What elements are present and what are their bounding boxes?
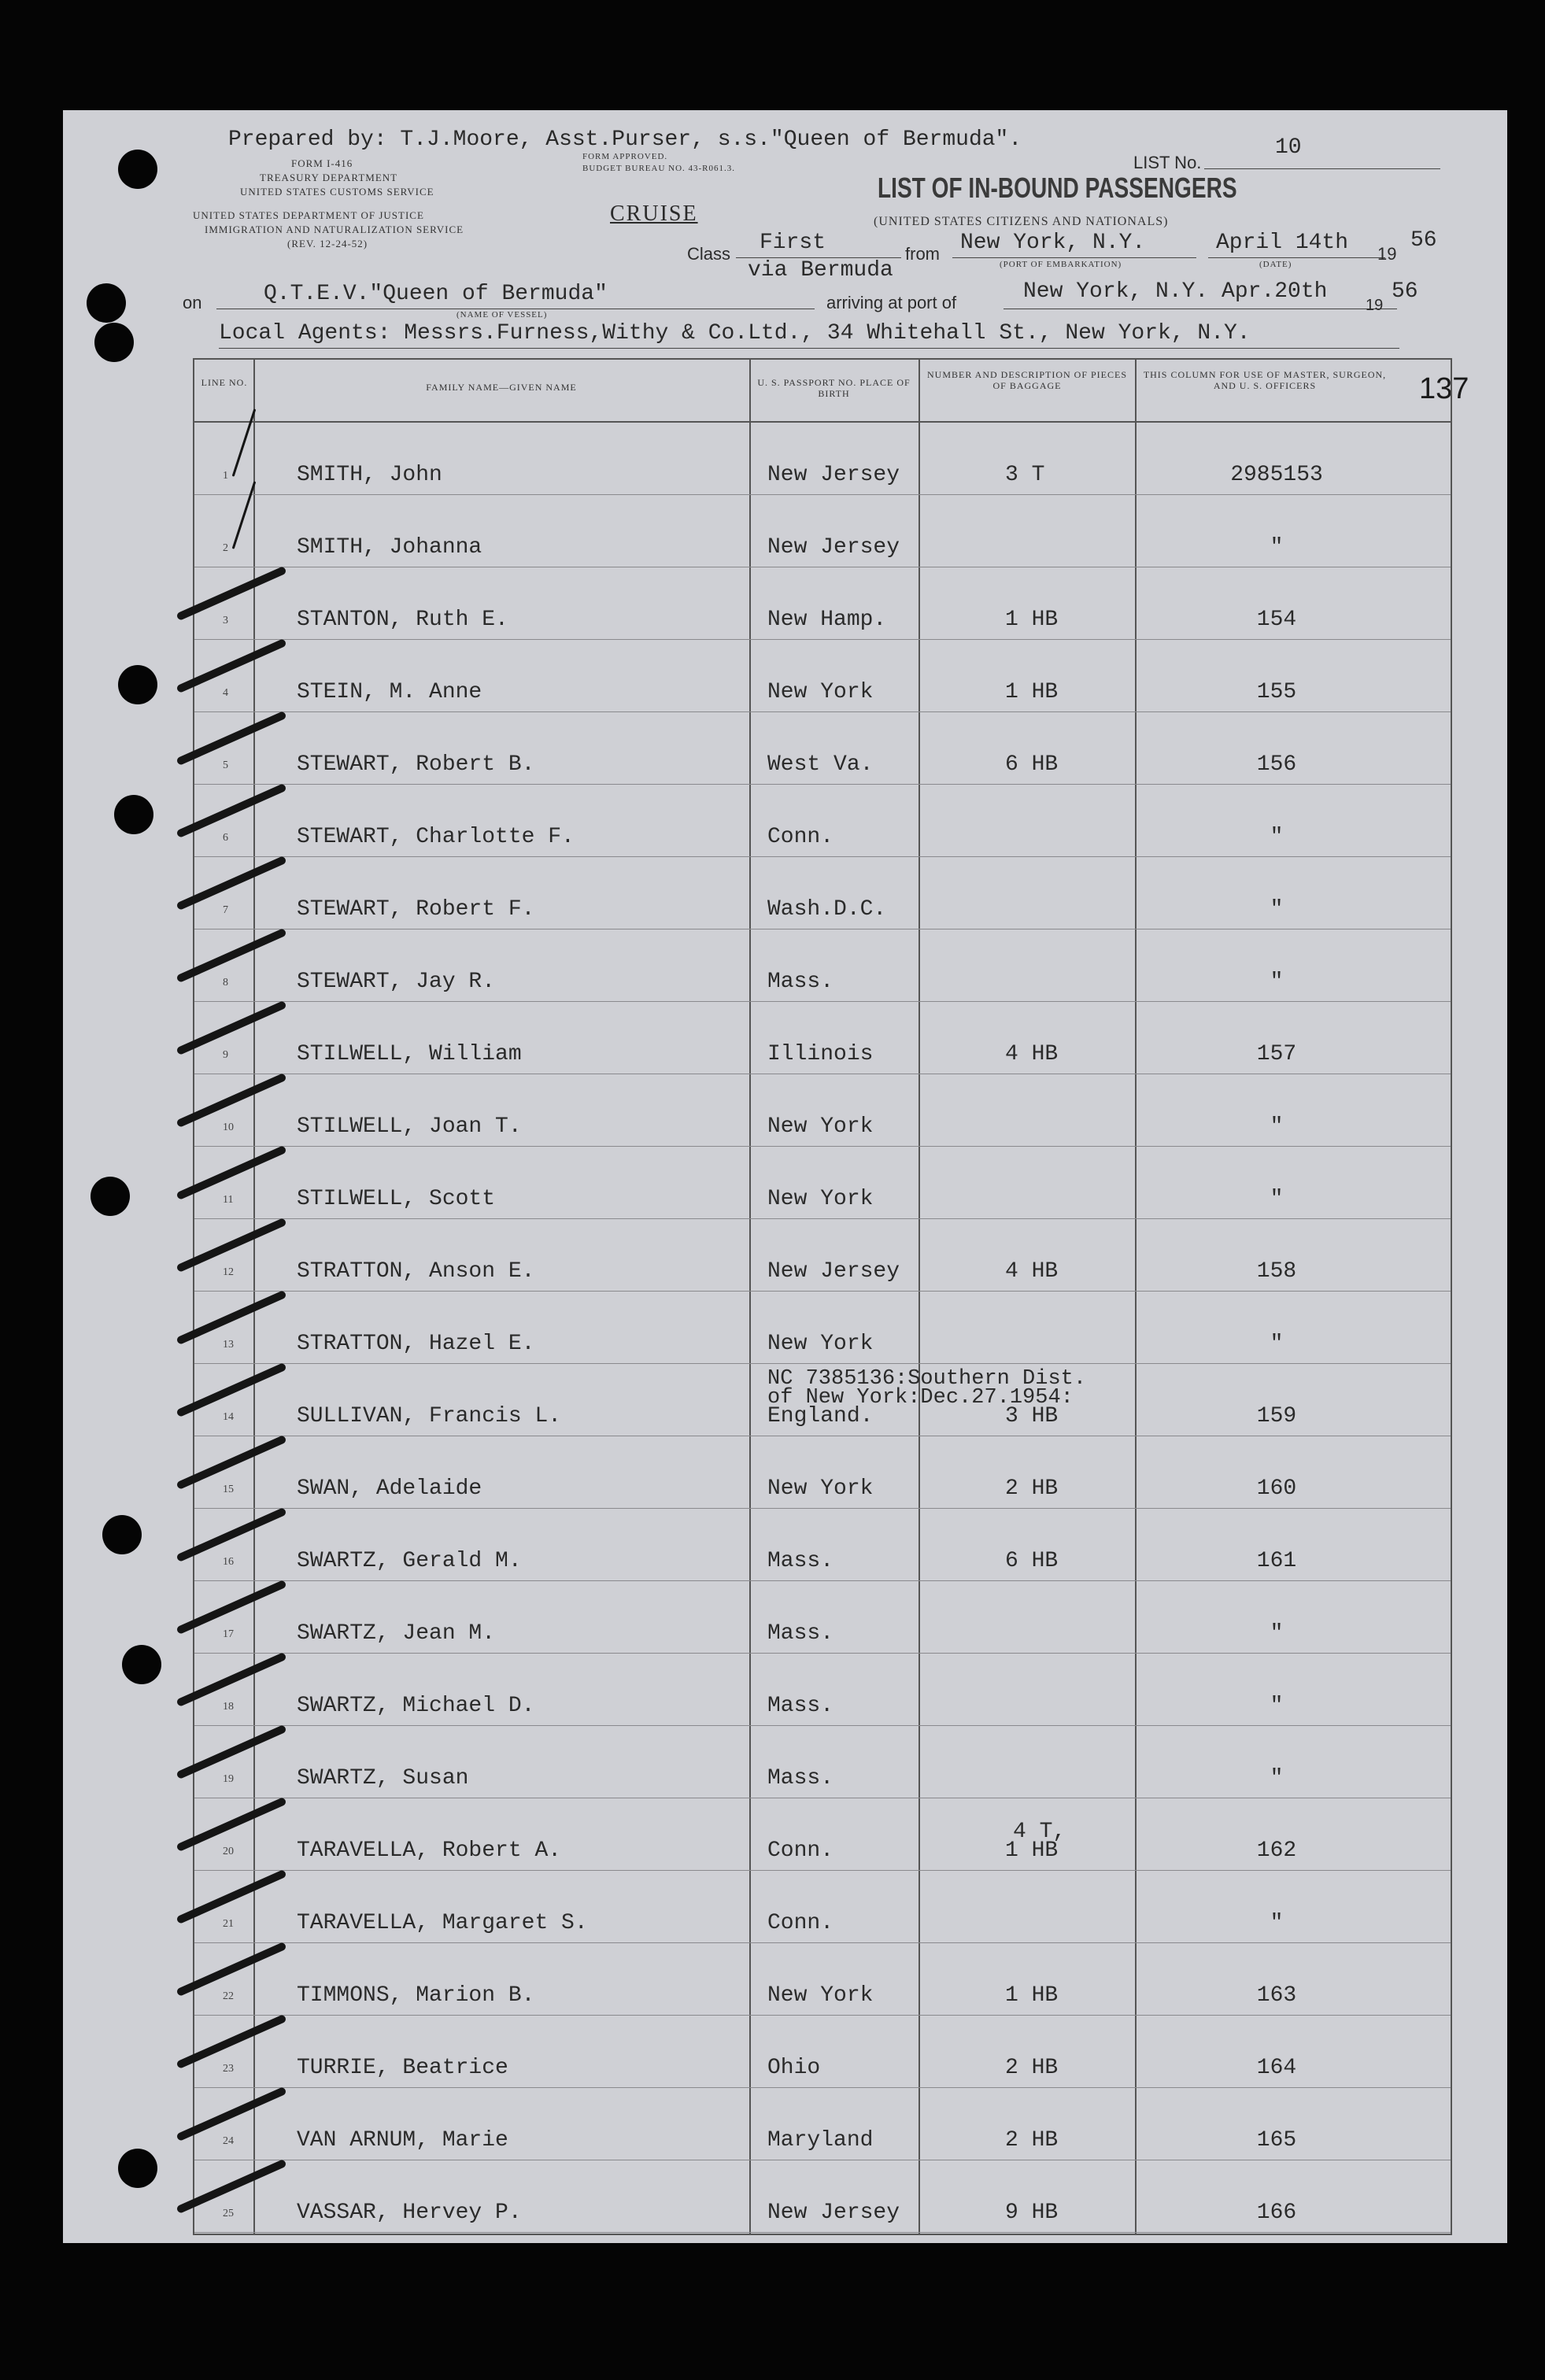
officer-entry: 157 bbox=[1256, 1042, 1297, 1066]
baggage-count: 2 HB bbox=[1005, 2056, 1059, 2080]
punch-hole bbox=[94, 323, 134, 362]
table-row bbox=[194, 640, 1451, 712]
line-number: 1 bbox=[223, 470, 228, 482]
officer-entry: " bbox=[1270, 970, 1284, 994]
baggage-count: 4 HB bbox=[1005, 1259, 1059, 1284]
passenger-name: STANTON, Ruth E. bbox=[297, 608, 508, 632]
place-of-birth: Mass. bbox=[767, 1766, 834, 1791]
department-of-justice: UNITED STATES DEPARTMENT OF JUSTICE bbox=[193, 209, 424, 221]
place-of-birth: Mass. bbox=[767, 1549, 834, 1573]
place-of-birth: Ohio bbox=[767, 2056, 821, 2080]
check-mark bbox=[176, 1000, 286, 1055]
check-mark bbox=[176, 1435, 286, 1490]
from-underline bbox=[952, 257, 1196, 258]
table-row bbox=[194, 2088, 1451, 2160]
passenger-name: SWAN, Adelaide bbox=[297, 1476, 482, 1501]
line-number: 24 bbox=[223, 2135, 234, 2147]
table-row bbox=[194, 423, 1451, 495]
punch-hole bbox=[91, 1177, 130, 1216]
line-number: 17 bbox=[223, 1628, 234, 1640]
officer-entry: 161 bbox=[1256, 1549, 1297, 1573]
budget-bureau: BUDGET BUREAU NO. 43-R061.3. bbox=[582, 164, 736, 173]
officer-entry: " bbox=[1270, 535, 1284, 560]
list-title: LIST OF IN-BOUND PASSENGERS bbox=[878, 172, 1237, 204]
table-row bbox=[194, 1798, 1451, 1871]
officer-entry: 164 bbox=[1256, 2056, 1297, 2080]
table-row bbox=[194, 712, 1451, 785]
table-row bbox=[194, 857, 1451, 929]
table-row bbox=[194, 1654, 1451, 1726]
check-mark bbox=[176, 1145, 286, 1200]
place-of-birth: Mass. bbox=[767, 970, 834, 994]
port-caption: (PORT OF EMBARKATION) bbox=[1000, 260, 1122, 269]
check-mark bbox=[176, 1507, 286, 1562]
table-row bbox=[194, 1436, 1451, 1509]
passenger-name: VAN ARNUM, Marie bbox=[297, 2128, 508, 2153]
list-no-underline bbox=[1204, 168, 1440, 169]
check-mark bbox=[176, 1797, 286, 1852]
line-number: 15 bbox=[223, 1484, 234, 1495]
passport-note: NC 7385136:Southern Dist. bbox=[767, 1367, 1087, 1391]
passenger-name: SWARTZ, Michael D. bbox=[297, 1694, 535, 1718]
check-mark bbox=[176, 1652, 286, 1707]
passenger-name: TARAVELLA, Robert A. bbox=[297, 1839, 562, 1863]
officer-entry: " bbox=[1270, 1911, 1284, 1935]
baggage-count: 1 HB bbox=[1005, 608, 1059, 632]
line-number: 5 bbox=[223, 759, 228, 771]
line-number: 3 bbox=[223, 615, 228, 626]
officer-entry: " bbox=[1270, 825, 1284, 849]
arrival-port: New York, N.Y. Apr.20th bbox=[1023, 279, 1328, 304]
check-mark bbox=[176, 928, 286, 983]
check-mark bbox=[176, 2086, 286, 2142]
year-prefix: 19 bbox=[1377, 244, 1397, 264]
table-row bbox=[194, 495, 1451, 567]
line-number: 16 bbox=[223, 1556, 234, 1568]
year-value: 56 bbox=[1410, 228, 1437, 253]
line-number: 20 bbox=[223, 1846, 234, 1857]
place-of-birth: West Va. bbox=[767, 752, 874, 777]
cruise-label: CRUISE bbox=[610, 201, 698, 226]
column-header-baggage: NUMBER AND DESCRIPTION OF PIECES OF BAGGAGE bbox=[926, 369, 1128, 391]
table-row bbox=[194, 1002, 1451, 1074]
officer-entry: 2985153 bbox=[1230, 463, 1323, 487]
place-of-birth: Conn. bbox=[767, 1911, 834, 1935]
table-row bbox=[194, 1147, 1451, 1219]
place-of-birth: Wash.D.C. bbox=[767, 897, 887, 922]
officer-entry: " bbox=[1270, 1114, 1284, 1139]
line-number: 18 bbox=[223, 1701, 234, 1713]
from-label: from bbox=[905, 244, 940, 264]
officer-entry: 156 bbox=[1256, 752, 1297, 777]
passenger-name: STEWART, Jay R. bbox=[297, 970, 496, 994]
row-rule bbox=[194, 2232, 1451, 2233]
place-of-birth: New Jersey bbox=[767, 463, 900, 487]
table-row bbox=[194, 929, 1451, 1002]
passenger-name: TIMMONS, Marion B. bbox=[297, 1983, 535, 2008]
line-number: 22 bbox=[223, 1990, 234, 2002]
check-mark bbox=[176, 1218, 286, 1273]
passenger-name: STRATTON, Hazel E. bbox=[297, 1332, 535, 1356]
place-of-birth: Maryland bbox=[767, 2128, 874, 2153]
table-row bbox=[194, 2160, 1451, 2233]
arriving-label: arriving at port of bbox=[826, 293, 957, 312]
passenger-name: STRATTON, Anson E. bbox=[297, 1259, 535, 1284]
place-of-birth: New York bbox=[767, 1114, 874, 1139]
officer-entry: " bbox=[1270, 1621, 1284, 1646]
line-number: 10 bbox=[223, 1122, 234, 1133]
place-of-birth: Conn. bbox=[767, 1839, 834, 1863]
baggage-count: 3 T bbox=[1005, 463, 1045, 487]
check-mark bbox=[176, 1362, 286, 1417]
place-of-birth: New York bbox=[767, 1332, 874, 1356]
passenger-name: SWARTZ, Susan bbox=[297, 1766, 469, 1791]
officer-entry: 160 bbox=[1256, 1476, 1297, 1501]
on-label: on bbox=[183, 293, 202, 312]
place-of-birth: New York bbox=[767, 1476, 874, 1501]
check-mark bbox=[176, 783, 286, 838]
class-label: Class bbox=[687, 244, 731, 264]
officer-entry: " bbox=[1270, 1187, 1284, 1211]
passenger-name: SWARTZ, Jean M. bbox=[297, 1621, 496, 1646]
place-of-birth: New Jersey bbox=[767, 1259, 900, 1284]
page-number: 137 bbox=[1419, 372, 1469, 405]
line-number: 19 bbox=[223, 1773, 234, 1785]
baggage-count: 9 HB bbox=[1005, 2201, 1059, 2225]
vessel-caption: (NAME OF VESSEL) bbox=[456, 310, 548, 320]
column-header-officers: THIS COLUMN FOR USE OF MASTER, SURGEON, AND U. S. OFFICERS bbox=[1143, 369, 1387, 391]
passenger-name: STEWART, Robert F. bbox=[297, 897, 535, 922]
table-row bbox=[194, 2016, 1451, 2088]
passenger-name: TURRIE, Beatrice bbox=[297, 2056, 508, 2080]
line-number: 11 bbox=[223, 1194, 234, 1206]
place-of-birth: New Hamp. bbox=[767, 608, 887, 632]
embarkation-port: New York, N.Y. bbox=[960, 231, 1146, 255]
punch-hole bbox=[114, 795, 153, 834]
baggage-count: 4 HB bbox=[1005, 1042, 1059, 1066]
line-number: 9 bbox=[223, 1049, 228, 1061]
officer-entry: 155 bbox=[1256, 680, 1297, 704]
column-header-passport: U. S. PASSPORT NO. PLACE OF BIRTH bbox=[757, 377, 911, 399]
customs-service: UNITED STATES CUSTOMS SERVICE bbox=[240, 186, 434, 198]
place-of-birth: Conn. bbox=[767, 825, 834, 849]
arrival-year-prefix: 19 bbox=[1366, 297, 1384, 314]
baggage-count: 6 HB bbox=[1005, 1549, 1059, 1573]
table-row bbox=[194, 1726, 1451, 1798]
check-mark bbox=[176, 1290, 286, 1345]
list-no-label: LIST No. bbox=[1133, 153, 1202, 172]
list-number: 10 bbox=[1275, 135, 1302, 160]
place-of-birth: Illinois bbox=[767, 1042, 874, 1066]
passport-note: of New York:Dec.27.1954: bbox=[767, 1386, 1074, 1410]
line-number: 21 bbox=[223, 1918, 234, 1930]
table-row bbox=[194, 785, 1451, 857]
line-number: 2 bbox=[223, 542, 228, 554]
revision: (REV. 12-24-52) bbox=[287, 238, 368, 249]
check-mark bbox=[176, 711, 286, 766]
table-row bbox=[194, 1581, 1451, 1654]
passenger-name: STILWELL, William bbox=[297, 1042, 522, 1066]
arrival-year: 56 bbox=[1392, 279, 1418, 304]
passenger-name: STILWELL, Scott bbox=[297, 1187, 496, 1211]
prepared-by: Prepared by: T.J.Moore, Asst.Purser, s.s."Queen of Bermuda". bbox=[228, 128, 1022, 152]
passenger-name: VASSAR, Hervey P. bbox=[297, 2201, 522, 2225]
form-number: FORM I-416 bbox=[291, 157, 353, 169]
passenger-table bbox=[193, 358, 1452, 2235]
place-of-birth: Mass. bbox=[767, 1694, 834, 1718]
departure-date: April 14th bbox=[1216, 231, 1349, 255]
line-number: 14 bbox=[223, 1411, 234, 1423]
line-number: 12 bbox=[223, 1266, 234, 1278]
officer-entry: 162 bbox=[1256, 1839, 1297, 1863]
passenger-name: STEIN, M. Anne bbox=[297, 680, 482, 704]
officer-entry: 165 bbox=[1256, 2128, 1297, 2153]
date-caption: (DATE) bbox=[1259, 260, 1292, 269]
line-number: 7 bbox=[223, 904, 228, 916]
punch-hole bbox=[87, 283, 126, 323]
class-value: First bbox=[760, 231, 826, 255]
check-mark bbox=[232, 408, 257, 477]
line-number: 25 bbox=[223, 2208, 234, 2219]
officer-entry: " bbox=[1270, 897, 1284, 922]
check-mark bbox=[176, 1724, 286, 1779]
place-of-birth: England. bbox=[767, 1404, 874, 1428]
baggage-count: 4 T, bbox=[1013, 1820, 1066, 1844]
punch-hole bbox=[118, 2149, 157, 2188]
passenger-name: SMITH, Johanna bbox=[297, 535, 482, 560]
punch-hole bbox=[118, 665, 157, 704]
check-mark bbox=[176, 2159, 286, 2214]
officer-entry: 163 bbox=[1256, 1983, 1297, 2008]
baggage-count: 1 HB bbox=[1005, 1839, 1059, 1863]
passenger-name: SWARTZ, Gerald M. bbox=[297, 1549, 522, 1573]
line-number: 4 bbox=[223, 687, 228, 699]
table-row bbox=[194, 1364, 1451, 1436]
officer-entry: 154 bbox=[1256, 608, 1297, 632]
punch-hole bbox=[122, 1645, 161, 1684]
table-row bbox=[194, 1292, 1451, 1364]
officer-entry: " bbox=[1270, 1694, 1284, 1718]
place-of-birth: New York bbox=[767, 1983, 874, 2008]
passenger-name: SMITH, John bbox=[297, 463, 442, 487]
line-number: 13 bbox=[223, 1339, 234, 1351]
treasury-department: TREASURY DEPARTMENT bbox=[260, 172, 398, 183]
via-bermuda: via Bermuda bbox=[748, 258, 893, 283]
table-row bbox=[194, 1871, 1451, 1943]
punch-hole bbox=[118, 150, 157, 189]
officer-entry: " bbox=[1270, 1766, 1284, 1791]
passenger-name: STEWART, Robert B. bbox=[297, 752, 535, 777]
officer-entry: 159 bbox=[1256, 1404, 1297, 1428]
check-mark bbox=[176, 856, 286, 911]
place-of-birth: New York bbox=[767, 1187, 874, 1211]
check-mark bbox=[176, 2014, 286, 2069]
local-agents: Local Agents: Messrs.Furness,Withy & Co.Ltd., 34 Whitehall St., New York, N.Y. bbox=[219, 321, 1251, 346]
check-mark bbox=[176, 638, 286, 693]
place-of-birth: Mass. bbox=[767, 1621, 834, 1646]
baggage-count: 1 HB bbox=[1005, 680, 1059, 704]
vessel-name: Q.T.E.V."Queen of Bermuda" bbox=[264, 282, 608, 306]
line-number: 8 bbox=[223, 977, 228, 989]
check-mark bbox=[176, 566, 286, 621]
baggage-count: 1 HB bbox=[1005, 1983, 1059, 2008]
place-of-birth: New Jersey bbox=[767, 2201, 900, 2225]
date-underline bbox=[1208, 257, 1385, 258]
table-row bbox=[194, 1509, 1451, 1581]
passenger-name: STEWART, Charlotte F. bbox=[297, 825, 575, 849]
place-of-birth: New Jersey bbox=[767, 535, 900, 560]
list-subtitle: (UNITED STATES CITIZENS AND NATIONALS) bbox=[874, 215, 1169, 228]
table-row bbox=[194, 1219, 1451, 1292]
column-header-name: FAMILY NAME—GIVEN NAME bbox=[426, 382, 577, 393]
officer-entry: " bbox=[1270, 1332, 1284, 1356]
passenger-name: STILWELL, Joan T. bbox=[297, 1114, 522, 1139]
check-mark bbox=[176, 1869, 286, 1924]
check-mark bbox=[176, 1942, 286, 1997]
column-header-line-no: LINE NO. bbox=[201, 377, 248, 388]
table-row bbox=[194, 1943, 1451, 2016]
passenger-name: TARAVELLA, Margaret S. bbox=[297, 1911, 588, 1935]
officer-entry: 166 bbox=[1256, 2201, 1297, 2225]
punch-hole bbox=[102, 1515, 142, 1554]
line-number: 6 bbox=[223, 832, 228, 844]
line-number: 23 bbox=[223, 2063, 234, 2075]
baggage-count: 2 HB bbox=[1005, 1476, 1059, 1501]
place-of-birth: New York bbox=[767, 680, 874, 704]
check-mark bbox=[176, 1580, 286, 1635]
immigration-service: IMMIGRATION AND NATURALIZATION SERVICE bbox=[205, 224, 464, 235]
form-approved: FORM APPROVED. bbox=[582, 152, 668, 161]
passenger-name: SULLIVAN, Francis L. bbox=[297, 1404, 562, 1428]
officer-entry: 158 bbox=[1256, 1259, 1297, 1284]
baggage-count: 6 HB bbox=[1005, 752, 1059, 777]
table-row bbox=[194, 567, 1451, 640]
table-row bbox=[194, 1074, 1451, 1147]
baggage-count: 2 HB bbox=[1005, 2128, 1059, 2153]
agents-underline bbox=[219, 348, 1399, 349]
check-mark bbox=[176, 1073, 286, 1128]
baggage-count: 3 HB bbox=[1005, 1404, 1059, 1428]
